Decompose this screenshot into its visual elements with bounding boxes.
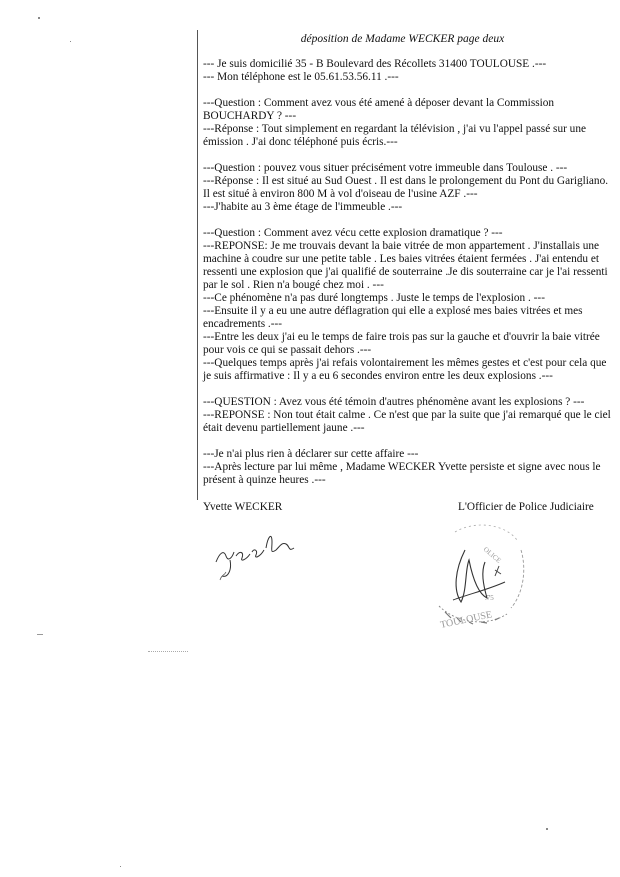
svg-text:OLICE: OLICE <box>481 545 503 565</box>
question-2: ---Question : pouvez vous situer précisément votre immeuble dans Toulouse . --- <box>203 162 568 174</box>
page-header: déposition de Madame WECKER page deux <box>300 33 505 45</box>
question-3: ---Question : Comment avez vécu cette explosion dramatique ? --- <box>203 227 503 239</box>
margin-rule <box>197 30 198 500</box>
scan-speck <box>120 866 121 867</box>
answer-4: ---REPONSE : Non tout était calme . Ce n'est que par la suite que j'ai remarqué que le ciel était devenu partiellement jaune .--- <box>203 409 611 434</box>
address-line: --- Je suis domicilié 35 - B Boulevard des Récollets 31400 TOULOUSE .--- <box>203 58 547 70</box>
witness-signature <box>210 522 310 582</box>
official-stamp <box>425 510 535 635</box>
answer-2-floor: ---J'habite au 3 ème étage de l'immeuble .--- <box>203 201 403 213</box>
question-1: ---Question : Comment avez vous été amené à déposer devant la Commission BOUCHARDY ? --- <box>203 97 555 122</box>
answer-3-duration: ---Ce phénomène n'a pas duré longtemps . Juste le temps de l'explosion . --- <box>203 292 545 304</box>
scan-mark <box>148 651 188 652</box>
witness-name: Yvette WECKER <box>203 501 283 513</box>
deposition-body <box>203 58 613 487</box>
officer-title: L'Officier de Police Judiciaire <box>458 501 594 513</box>
closing-1: ---Je n'ai plus rien à déclarer sur cette affaire --- <box>203 448 419 460</box>
scan-speck <box>38 17 40 19</box>
phone-line: --- Mon téléphone est le 05.61.53.56.11 .--- <box>203 71 399 83</box>
closing-2: ---Après lecture par lui même , Madame WECKER Yvette persiste et signe avec nous le présent à quinze heures .--- <box>203 461 601 486</box>
question-4: ---QUESTION : Avez vous été témoin d'autres phénomène avant les explosions ? --- <box>203 396 585 408</box>
scan-speck <box>546 828 548 830</box>
answer-1: ---Réponse : Tout simplement en regardant la télévision , j'ai vu l'appel passé sur une émission . J'ai donc téléphoné puis écris.--- <box>203 123 586 148</box>
stamp-city: TOULOUSE <box>439 609 494 631</box>
scan-mark <box>37 634 43 635</box>
answer-3: ---REPONSE: Je me trouvais devant la baie vitrée de mon appartement . J'installais une machine à coudre sur une petite table . Les baies vitrées étaient fermées . J'ai entendu et ressenti une explosion que j'ai qualifié de souterraine .Je dis souterraine car je l'ai ressenti par le sol . Rien n'a bougé chez moi . --- <box>203 240 608 291</box>
answer-3-timing: ---Quelques temps après j'ai refais volontairement les mêmes gestes et c'est pour cela que je suis affirmative : Il y a eu 6 secondes environ entre les deux explosions .--- <box>203 357 607 382</box>
answer-3-between: ---Entre les deux j'ai eu le temps de faire trois pas sur la gauche et d'ouvrir la baie vitrée pour vois ce qui se passait dehors .--- <box>203 331 600 356</box>
scan-speck <box>70 41 71 42</box>
answer-3-second-blast: ---Ensuite il y a eu une autre déflagration qui elle a explosé mes baies vitrées et mes encadrements .--- <box>203 305 583 330</box>
svg-text:.75: .75 <box>485 594 494 602</box>
answer-2: ---Réponse : Il est situé au Sud Ouest . Il est dans le prolongement du Pont du Garigliano. Il est situé à environ 800 M à vol d'oiseau de l'usine AZF .--- <box>203 175 609 200</box>
